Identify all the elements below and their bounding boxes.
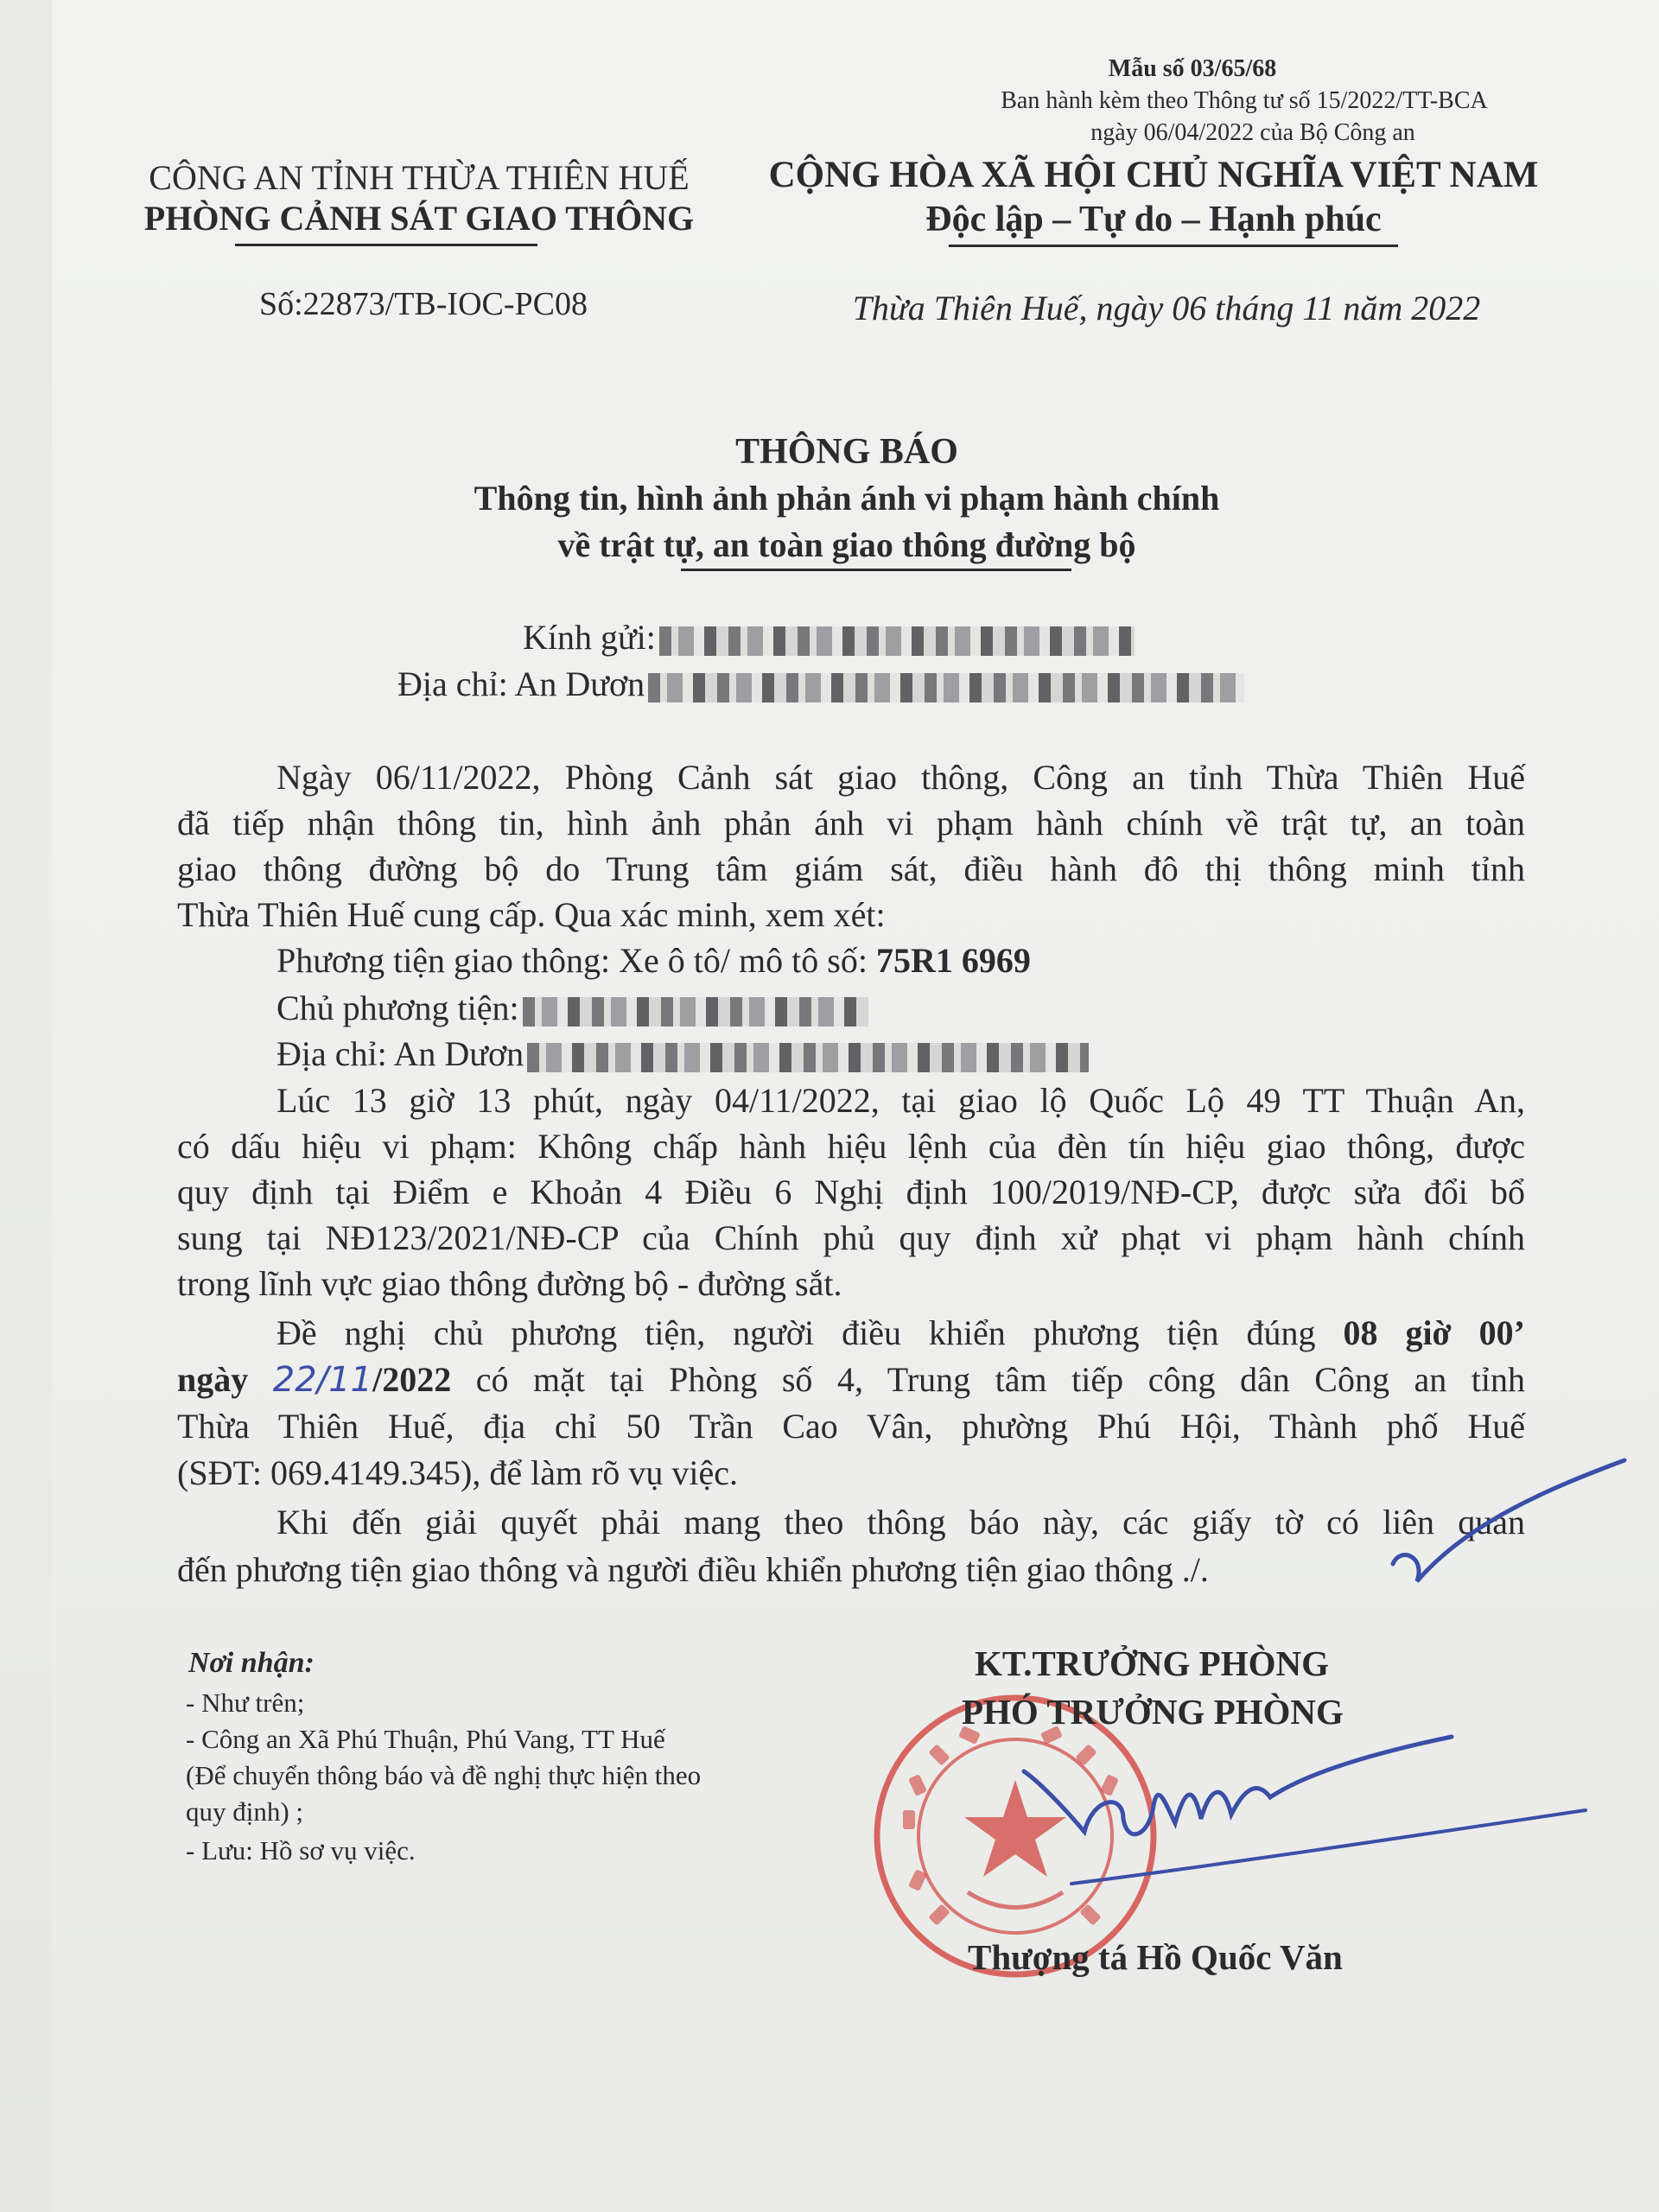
notice-subtitle-line-2: về trật tự, an toàn giao thông đường bộ (557, 525, 1136, 564)
paragraph-2-line-5: trong lĩnh vực giao thông đường bộ - đường sắt. (177, 1264, 842, 1303)
vehicle-label: Phương tiện giao thông: Xe ô tô/ mô tô số: (276, 941, 876, 980)
form-issued-date: ngày 06/04/2022 của Bộ Công an (1090, 119, 1415, 146)
recipient-item-5: - Lưu: Hồ sơ vụ việc. (186, 1835, 416, 1866)
recipient-item-1: - Như trên; (186, 1688, 305, 1718)
appointment-year: /2022 (372, 1360, 452, 1399)
handwritten-day: 22 (272, 1360, 317, 1400)
recipient-address-label: Địa chỉ: An Dươn (397, 664, 645, 703)
appointment-time: 08 giờ 00’ (1343, 1313, 1525, 1352)
paragraph-4-line-1: Khi đến giải quyết phải mang theo thông báo này, các giấy tờ có liên quan (276, 1503, 1525, 1541)
recipients-heading: Nơi nhận: (188, 1647, 315, 1679)
form-number: Mẫu số 03/65/68 (1108, 55, 1277, 82)
owner-address-label: Địa chỉ: An Dươn (276, 1034, 524, 1073)
recipient-label: Kính gửi: (523, 618, 656, 657)
national-motto: Độc lập – Tự do – Hạnh phúc (925, 200, 1382, 239)
paragraph-2-line-1: Lúc 13 giờ 13 phút, ngày 04/11/2022, tại giao lộ Quốc Lộ 49 TT Thuận An, (276, 1081, 1525, 1120)
agency-name: CÔNG AN TỈNH THỪA THIÊN HUẾ (149, 158, 690, 197)
paragraph-2-line-3: quy định tại Điểm e Khoản 4 Điều 6 Nghị định 100/2019/NĐ-CP, được sửa đổi bổ (177, 1173, 1525, 1211)
paragraph-3-text: Đề nghị chủ phương tiện, người điều khiển phương tiện đúng (276, 1313, 1344, 1352)
day-label: ngày (177, 1360, 273, 1399)
country-name: CỘNG HÒA XÃ HỘI CHỦ NGHĨA VIỆT NAM (768, 155, 1539, 195)
paragraph-1-line-1: Ngày 06/11/2022, Phòng Cảnh sát giao thông, Công an tỉnh Thừa Thiên Huế (276, 758, 1525, 797)
notice-title: THÔNG BÁO (735, 432, 958, 472)
form-issued-by: Ban hành kèm theo Thông tư số 15/2022/TT-BCA (1001, 87, 1488, 114)
paragraph-3-line-4: (SĐT: 069.4149.345), để làm rõ vụ việc. (177, 1453, 739, 1492)
handwritten-separator: / (316, 1360, 329, 1400)
paragraph-1-line-2: đã tiếp nhận thông tin, hình ảnh phản ánh vi phạm hành chính về trật tự, an toàn (177, 804, 1525, 842)
paragraph-2-line-4: sung tại NĐ123/2021/NĐ-CP của Chính phủ quy định xử phạt vi phạm hành chính (177, 1218, 1525, 1257)
paragraph-4-line-2: đến phương tiện giao thông và người điều khiển phương tiện giao thông ./. (177, 1550, 1209, 1589)
signature-role-1: KT.TRƯỞNG PHÒNG (975, 1643, 1329, 1683)
department-name: PHÒNG CẢNH SÁT GIAO THÔNG (143, 199, 695, 238)
recipient-item-2: - Công an Xã Phú Thuận, Phú Vang, TT Huế (186, 1724, 665, 1754)
signature-role-2: PHÓ TRƯỞNG PHÒNG (962, 1692, 1344, 1732)
paragraph-1-line-4: Thừa Thiên Huế cung cấp. Qua xác minh, xem xét: (177, 895, 886, 934)
paragraph-3-line-3: Thừa Thiên Huế, địa chỉ 50 Trần Cao Vân, phường Phú Hội, Thành phố Huế (177, 1407, 1525, 1446)
recipient-item-3: (Để chuyển thông báo và đề nghị thực hiện theo (186, 1760, 702, 1790)
owner-label: Chủ phương tiện: (276, 988, 519, 1027)
paragraph-3-line-2-rest: có mặt tại Phòng số 4, Trung tâm tiếp công dân Công an tỉnh (451, 1360, 1526, 1399)
place-and-date: Thừa Thiên Huế, ngày 06 tháng 11 năm 2022 (852, 289, 1481, 327)
paragraph-2-line-2: có dấu hiệu vi phạm: Không chấp hành hiệu lệnh của đèn tín hiệu giao thông, được (177, 1127, 1525, 1166)
vehicle-plate: 75R1 6969 (875, 941, 1031, 980)
handwritten-month: 11 (328, 1360, 373, 1400)
recipient-item-4: quy định) ; (186, 1796, 304, 1827)
document-number: Số:22873/TB-IOC-PC08 (258, 286, 588, 322)
signer-name: Thượng tá Hồ Quốc Văn (968, 1937, 1343, 1977)
paragraph-1-line-3: giao thông đường bộ do Trung tâm giám sát, điều hành đô thị thông minh tỉnh (177, 849, 1525, 888)
notice-subtitle-line-1: Thông tin, hình ảnh phản ánh vi phạm hành chính (474, 479, 1220, 518)
